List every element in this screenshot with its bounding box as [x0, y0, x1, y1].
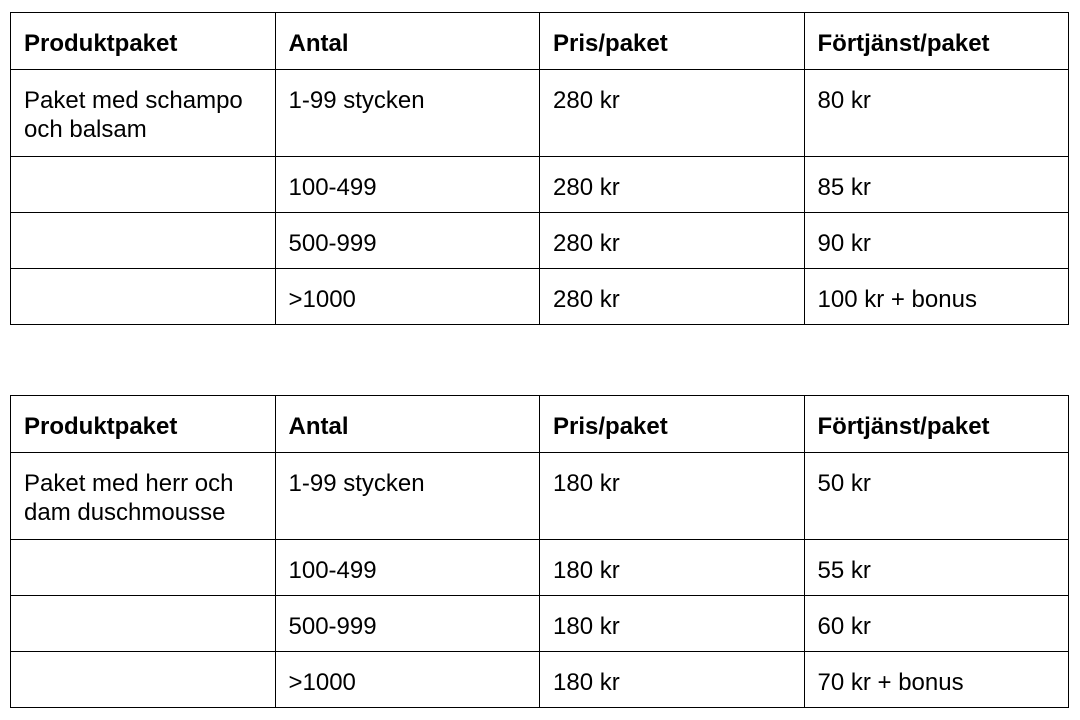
table-row	[11, 596, 1069, 652]
cell-pris: 280 kr	[540, 157, 805, 213]
cell-pris: 280 kr	[540, 213, 805, 269]
cell-fortjanst: 90 kr	[804, 213, 1069, 269]
price-table-shampoo	[10, 12, 1069, 325]
header-fortjanst-paket: Förtjänst/paket	[804, 13, 1069, 70]
cell-antal: 1-99 stycken	[275, 453, 540, 540]
cell-antal: 500-999	[275, 596, 540, 652]
header-fortjanst-paket: Förtjänst/paket	[804, 396, 1069, 453]
cell-fortjanst: 60 kr	[804, 596, 1069, 652]
header-antal: Antal	[275, 13, 540, 70]
cell-antal: 500-999	[275, 213, 540, 269]
cell-produktpaket	[11, 157, 276, 213]
cell-pris: 280 kr	[540, 269, 805, 325]
cell-produktpaket: Paket med herr och dam duschmousse	[11, 453, 276, 540]
header-pris-paket: Pris/paket	[540, 13, 805, 70]
cell-antal: >1000	[275, 269, 540, 325]
table-header-row	[11, 13, 1069, 70]
cell-fortjanst: 55 kr	[804, 540, 1069, 596]
cell-produktpaket: Paket med schampo och balsam	[11, 70, 276, 157]
cell-fortjanst: 80 kr	[804, 70, 1069, 157]
cell-pris: 180 kr	[540, 596, 805, 652]
cell-pris: 180 kr	[540, 453, 805, 540]
table-header-row	[11, 396, 1069, 453]
cell-produktpaket	[11, 652, 276, 708]
cell-fortjanst: 100 kr + bonus	[804, 269, 1069, 325]
cell-pris: 280 kr	[540, 70, 805, 157]
header-produktpaket: Produktpaket	[11, 396, 276, 453]
table-row	[11, 213, 1069, 269]
cell-produktpaket	[11, 269, 276, 325]
price-table-duschmousse	[10, 395, 1069, 708]
cell-pris: 180 kr	[540, 540, 805, 596]
table-row	[11, 453, 1069, 540]
cell-antal: 100-499	[275, 540, 540, 596]
table-row	[11, 652, 1069, 708]
table-row	[11, 540, 1069, 596]
table-row	[11, 269, 1069, 325]
table-row	[11, 70, 1069, 157]
cell-produktpaket	[11, 596, 276, 652]
cell-produktpaket	[11, 213, 276, 269]
cell-antal: 100-499	[275, 157, 540, 213]
cell-produktpaket	[11, 540, 276, 596]
header-pris-paket: Pris/paket	[540, 396, 805, 453]
cell-fortjanst: 70 kr + bonus	[804, 652, 1069, 708]
cell-fortjanst: 85 kr	[804, 157, 1069, 213]
cell-antal: >1000	[275, 652, 540, 708]
cell-antal: 1-99 stycken	[275, 70, 540, 157]
cell-fortjanst: 50 kr	[804, 453, 1069, 540]
header-antal: Antal	[275, 396, 540, 453]
cell-pris: 180 kr	[540, 652, 805, 708]
table-row	[11, 157, 1069, 213]
header-produktpaket: Produktpaket	[11, 13, 276, 70]
